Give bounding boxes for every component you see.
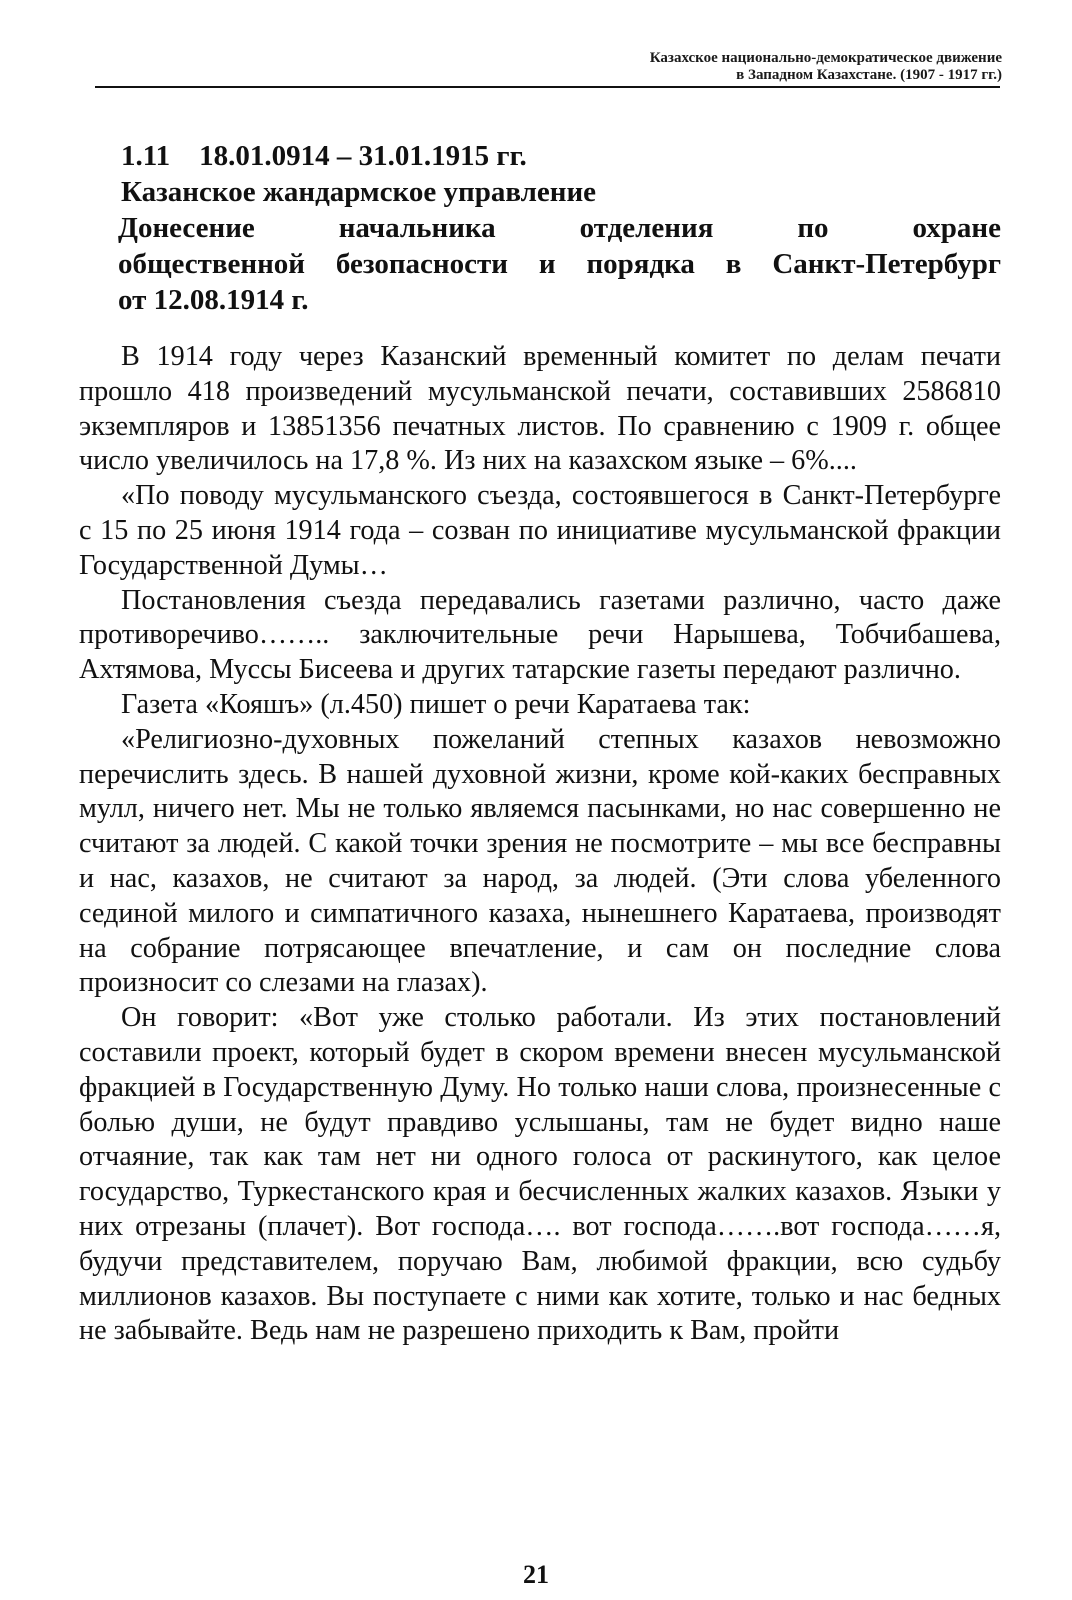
document-heading — [118, 138, 1001, 318]
paragraph-6: Он говорит: «Вот уже столько работали. Из этих постановлений составили проект, который будет в скором времени внесен мусульманской фракцией в Государственную Думу. Но только наши слова, произнесенные с болью души, не будут правдиво услышаны, там не будет видно наше отчаяние, так как там нет ни одного голоса от раскинутого, как целое государство, Туркестанского края и бесчисленных жалких казахов. Языки у них отрезаны (плачет). Вот господа…. вот господа…….вот господа……я, будучи представителем, поручаю Вам, любимой фракции, всю судьбу миллионов казахов. Вы поступаете с ними как хотите, только и нас бедных не забывайте. Ведь нам не разрешено приходить к Вам, пройти — [79, 1002, 1001, 1347]
paragraph-2: «По поводу мусульманского съезда, состоявшегося в Санкт-Петербурге с 15 по 25 июня 1914 года – созван по инициативе мусульманской фракции Государственной Думы… — [79, 480, 1001, 581]
paragraph-5: «Религиозно-духовных пожеланий степных казахов невозможно перечислить здесь. В нашей духовной жизни, кроме кой-каких бесправных мулл, ничего нет. Мы не только являемся пасынками, но нас совершенно не считают за людей. С какой точки зрения не посмотрите – мы все бесправны и нас, казахов, не считают за народ, за людей. (Эти слова убеленного сединой милого и симпатичного казаха, нынешнего Каратаева, производят на собрание потрясающее впечатление, и сам он последние слова произносит со слезами на глазах). — [79, 723, 1001, 999]
section-number-dates: 1.11 18.01.0914 – 31.01.1915 гг. — [121, 140, 527, 172]
page-number: 21 — [523, 1560, 549, 1589]
running-header-line-1: Казахское национально-демократическое движение — [649, 50, 1002, 66]
report-title-line-1: Донесение начальника отделения по охране — [118, 212, 1001, 244]
running-header — [302, 50, 1002, 84]
institution-title: Казанское жандармское управление — [121, 176, 597, 208]
paragraph-3: Постановления съезда передавались газетами различно, часто даже противоречиво…….. заключительные речи Нарышева, Тобчибашева, Ахтямова, Муссы Бисеева и других татарские газеты передают различно. — [79, 584, 1001, 686]
header-rule — [95, 86, 1000, 88]
paragraph-4: Газета «Кояшъ» (л.450) пишет о речи Каратаева так: — [121, 688, 751, 720]
report-title-line-3: от 12.08.1914 г. — [118, 284, 309, 316]
paragraph-1: В 1914 году через Казанский временный комитет по делам печати прошло 418 произведений мусульманской печати, составивших 2586810 экземпляров и 13851356 печатных листов. По сравнению с 1909 г. общее число увеличилось на 17,8 %. Из них на казахском языке – 6%.... — [79, 341, 1001, 477]
report-title-line-2: общественной безопасности и порядка в Санкт-Петербург — [118, 248, 1001, 280]
document-body — [79, 340, 1001, 1349]
running-header-line-2: в Западном Казахстане. (1907 - 1917 гг.) — [736, 67, 1002, 83]
